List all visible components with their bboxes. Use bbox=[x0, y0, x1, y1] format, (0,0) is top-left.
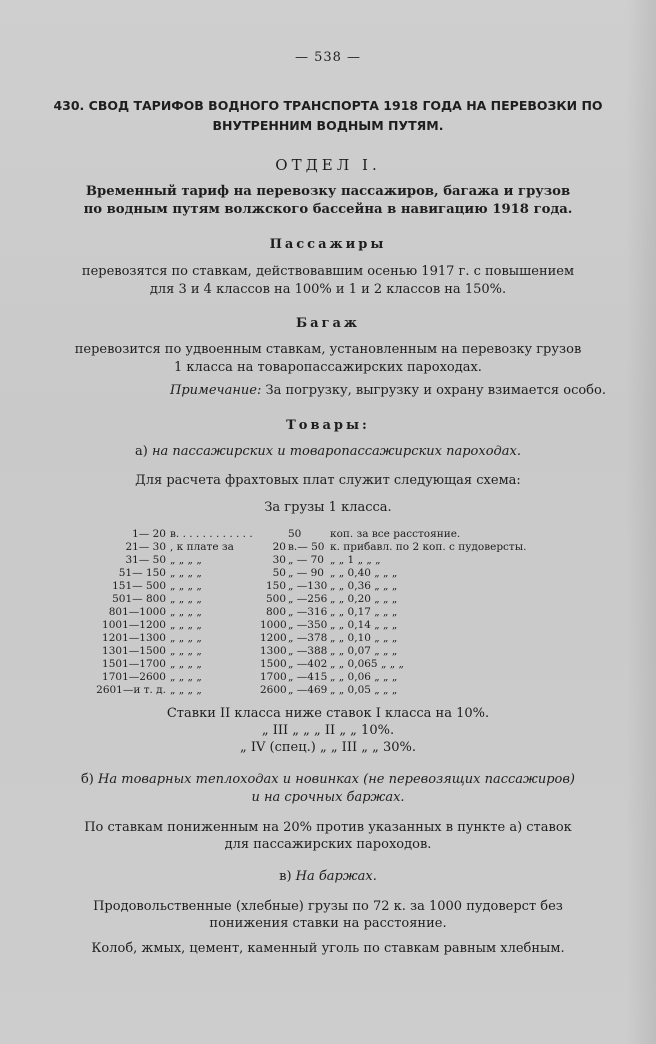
passengers-text-line2: для 3 и 4 классов на 100% и 1 и 2 классов на 150%. bbox=[149, 282, 507, 297]
table-cell-rate: „ —388 bbox=[288, 645, 328, 657]
section-a-title: на пассажирских и товаропассажирских пароходах. bbox=[147, 444, 521, 459]
section-a-prefix: а) bbox=[135, 444, 148, 459]
table-cell-mid: „ „ „ „ bbox=[170, 632, 202, 644]
table-cell-dist: 30 bbox=[272, 554, 286, 566]
table-row bbox=[0, 632, 656, 646]
table-cell-suffix: коп. за все расстояние. bbox=[330, 528, 461, 540]
table-cell-range: 1701—2600 bbox=[102, 671, 166, 683]
table-cell-rate: „ —378 bbox=[288, 632, 328, 644]
table-cell-range: 801—1000 bbox=[108, 606, 166, 618]
table-cell-dist: 150 bbox=[265, 580, 286, 592]
table-cell-dist: 1500 bbox=[260, 658, 287, 670]
table-row bbox=[0, 645, 656, 659]
table-row bbox=[0, 567, 656, 581]
section-b-prefix: б) bbox=[80, 772, 94, 787]
table-cell-range: 1— 20 bbox=[132, 528, 166, 540]
section-v-text-line3: Колоб, жмых, цемент, каменный уголь по ставкам равным хлебным. bbox=[91, 941, 565, 956]
table-cell-range: 1501—1700 bbox=[102, 658, 166, 670]
class1-caption: За грузы 1 класса. bbox=[264, 500, 392, 515]
table-row bbox=[0, 658, 656, 672]
section-b-text-line1: По ставкам пониженным на 20% против указанных в пункте а) ставок bbox=[84, 820, 572, 835]
table-cell-rate: в.— 50 bbox=[288, 541, 325, 553]
section-b-title-line1 bbox=[0, 772, 656, 787]
department-title: ОТДЕЛ I. bbox=[275, 156, 381, 174]
baggage-title: Багаж bbox=[295, 316, 361, 331]
section-v-text-line1: Продовольственные (хлебные) грузы по 72 к. за 1000 пудоверст без bbox=[93, 899, 563, 914]
table-cell-range: 51— 150 bbox=[118, 567, 166, 579]
table-cell-suffix: „ „ 0,20 „ „ „ bbox=[330, 593, 398, 605]
section-v-title: На баржах. bbox=[291, 869, 377, 884]
table-cell-mid: „ „ „ „ bbox=[170, 606, 202, 618]
table-row bbox=[0, 619, 656, 633]
table-cell-mid: „ „ „ „ bbox=[170, 671, 202, 683]
table-cell-dist: 2600 bbox=[260, 684, 287, 696]
table-cell-mid: „ „ „ „ bbox=[170, 658, 202, 670]
section-b-text-line2: для пассажирских пароходов. bbox=[224, 837, 432, 852]
table-cell-range: 1301—1500 bbox=[102, 645, 166, 657]
document-heading-line2: ВНУТРЕННИМ ВОДНЫМ ПУТЯМ. bbox=[212, 118, 444, 133]
table-cell-mid: „ „ „ „ bbox=[170, 554, 202, 566]
table-cell-range: 1001—1200 bbox=[102, 619, 166, 631]
table-cell-suffix: „ „ 0,14 „ „ „ bbox=[330, 619, 398, 631]
table-cell-suffix: „ „ 0,065 „ „ „ bbox=[330, 658, 404, 670]
table-cell-suffix: „ „ 0,06 „ „ „ bbox=[330, 671, 398, 683]
table-cell-suffix: „ „ 0,10 „ „ „ bbox=[330, 632, 398, 644]
table-cell-mid: „ „ „ „ bbox=[170, 580, 202, 592]
table-cell-range: 501— 800 bbox=[112, 593, 166, 605]
baggage-note bbox=[60, 383, 656, 398]
table-row bbox=[0, 684, 656, 698]
table-row bbox=[0, 528, 656, 542]
table-cell-dist: 20 bbox=[272, 541, 286, 553]
table-cell-rate: „ — 90 bbox=[288, 567, 324, 579]
table-cell-rate: „ —256 bbox=[288, 593, 328, 605]
table-cell-suffix: „ „ 0,36 „ „ „ bbox=[330, 580, 398, 592]
table-row bbox=[0, 606, 656, 620]
table-row bbox=[0, 580, 656, 594]
table-cell-range: 31— 50 bbox=[125, 554, 166, 566]
subtitle-line1: Временный тариф на перевозку пассажиров, багажа и грузов bbox=[85, 184, 571, 199]
table-cell-suffix: „ „ 1 „ „ „ bbox=[330, 554, 381, 566]
table-cell-mid: в. . . . . . . . . . . . bbox=[170, 528, 253, 540]
section-v-text-line2: понижения ставки на расстояние. bbox=[209, 916, 447, 931]
table-cell-range: 1201—1300 bbox=[102, 632, 166, 644]
table-cell-mid: „ „ „ „ bbox=[170, 593, 202, 605]
table-cell-dist: 1200 bbox=[260, 632, 287, 644]
table-cell-rate: „ —415 bbox=[288, 671, 328, 683]
goods-title: Товары: bbox=[286, 418, 370, 433]
table-cell-suffix: „ „ 0,40 „ „ „ bbox=[330, 567, 398, 579]
table-cell-dist: 1700 bbox=[260, 671, 287, 683]
document-heading-line1: 430. СВОД ТАРИФОВ ВОДНОГО ТРАНСПОРТА 1918 ГОДА НА ПЕРЕВОЗКИ ПО bbox=[53, 98, 603, 113]
table-cell-mid: „ „ „ „ bbox=[170, 684, 202, 696]
baggage-text-line1: перевозится по удвоенным ставкам, установленным на перевозку грузов bbox=[74, 342, 582, 357]
table-cell-range: 151— 500 bbox=[112, 580, 166, 592]
table-cell-mid: „ „ „ „ bbox=[170, 619, 202, 631]
class-rates-line3: „ IV (спец.) „ „ III „ „ 30%. bbox=[240, 740, 416, 755]
table-cell-suffix: „ „ 0,07 „ „ „ bbox=[330, 645, 398, 657]
note-text: За погрузку, выгрузку и охрану взимается особо. bbox=[261, 383, 606, 398]
class-rates-line1: Ставки II класса ниже ставок I класса на 10%. bbox=[166, 706, 490, 721]
section-b-title: На товарных теплоходах и новинках (не перевозящих пассажиров) bbox=[93, 772, 575, 787]
baggage-text-line2: 1 класса на товаропассажирских пароходах. bbox=[174, 360, 482, 375]
scheme-caption: Для расчета фрахтовых плат служит следующая схема: bbox=[135, 473, 521, 488]
table-cell-dist: 1000 bbox=[260, 619, 287, 631]
table-cell-rate: 50 bbox=[288, 528, 302, 540]
table-cell-suffix: к. прибавл. по 2 коп. с пудоверсты. bbox=[330, 541, 527, 553]
subtitle-line2: по водным путям волжского бассейна в навигацию 1918 года. bbox=[83, 202, 573, 217]
table-cell-rate: „ —316 bbox=[288, 606, 328, 618]
table-cell-mid: „ „ „ „ bbox=[170, 645, 202, 657]
table-cell-suffix: „ „ 0,05 „ „ „ bbox=[330, 684, 398, 696]
table-cell-rate: „ —130 bbox=[288, 580, 328, 592]
section-v-heading bbox=[0, 869, 656, 884]
passengers-text-line1: перевозятся по ставкам, действовавшим осенью 1917 г. с повышением bbox=[81, 264, 575, 279]
table-row bbox=[0, 541, 656, 555]
table-cell-rate: „ —402 bbox=[288, 658, 328, 670]
table-cell-mid: , к плате за bbox=[170, 541, 234, 553]
table-row bbox=[0, 671, 656, 685]
table-cell-rate: „ — 70 bbox=[288, 554, 324, 566]
class-rates-line2: „ III „ „ „ II „ „ 10%. bbox=[261, 723, 395, 738]
goods-section-a bbox=[0, 444, 656, 459]
table-cell-suffix: „ „ 0,17 „ „ „ bbox=[330, 606, 398, 618]
table-cell-range: 21— 30 bbox=[125, 541, 166, 553]
table-cell-dist: 50 bbox=[272, 567, 286, 579]
passengers-title: Пассажиры bbox=[269, 237, 387, 252]
table-cell-rate: „ —350 bbox=[288, 619, 328, 631]
note-label: Примечание: bbox=[170, 383, 262, 398]
table-cell-dist: 800 bbox=[265, 606, 286, 618]
table-row bbox=[0, 593, 656, 607]
section-v-prefix: в) bbox=[279, 869, 292, 884]
table-cell-rate: „ —469 bbox=[288, 684, 328, 696]
table-cell-range: 2601—и т. д. bbox=[96, 684, 166, 696]
table-cell-dist: 500 bbox=[265, 593, 286, 605]
table-cell-dist: 1300 bbox=[260, 645, 287, 657]
table-cell-mid: „ „ „ „ bbox=[170, 567, 202, 579]
table-row bbox=[0, 554, 656, 568]
section-b-title-line2: и на срочных баржах. bbox=[251, 790, 405, 805]
page-number: — 538 — bbox=[294, 50, 362, 65]
